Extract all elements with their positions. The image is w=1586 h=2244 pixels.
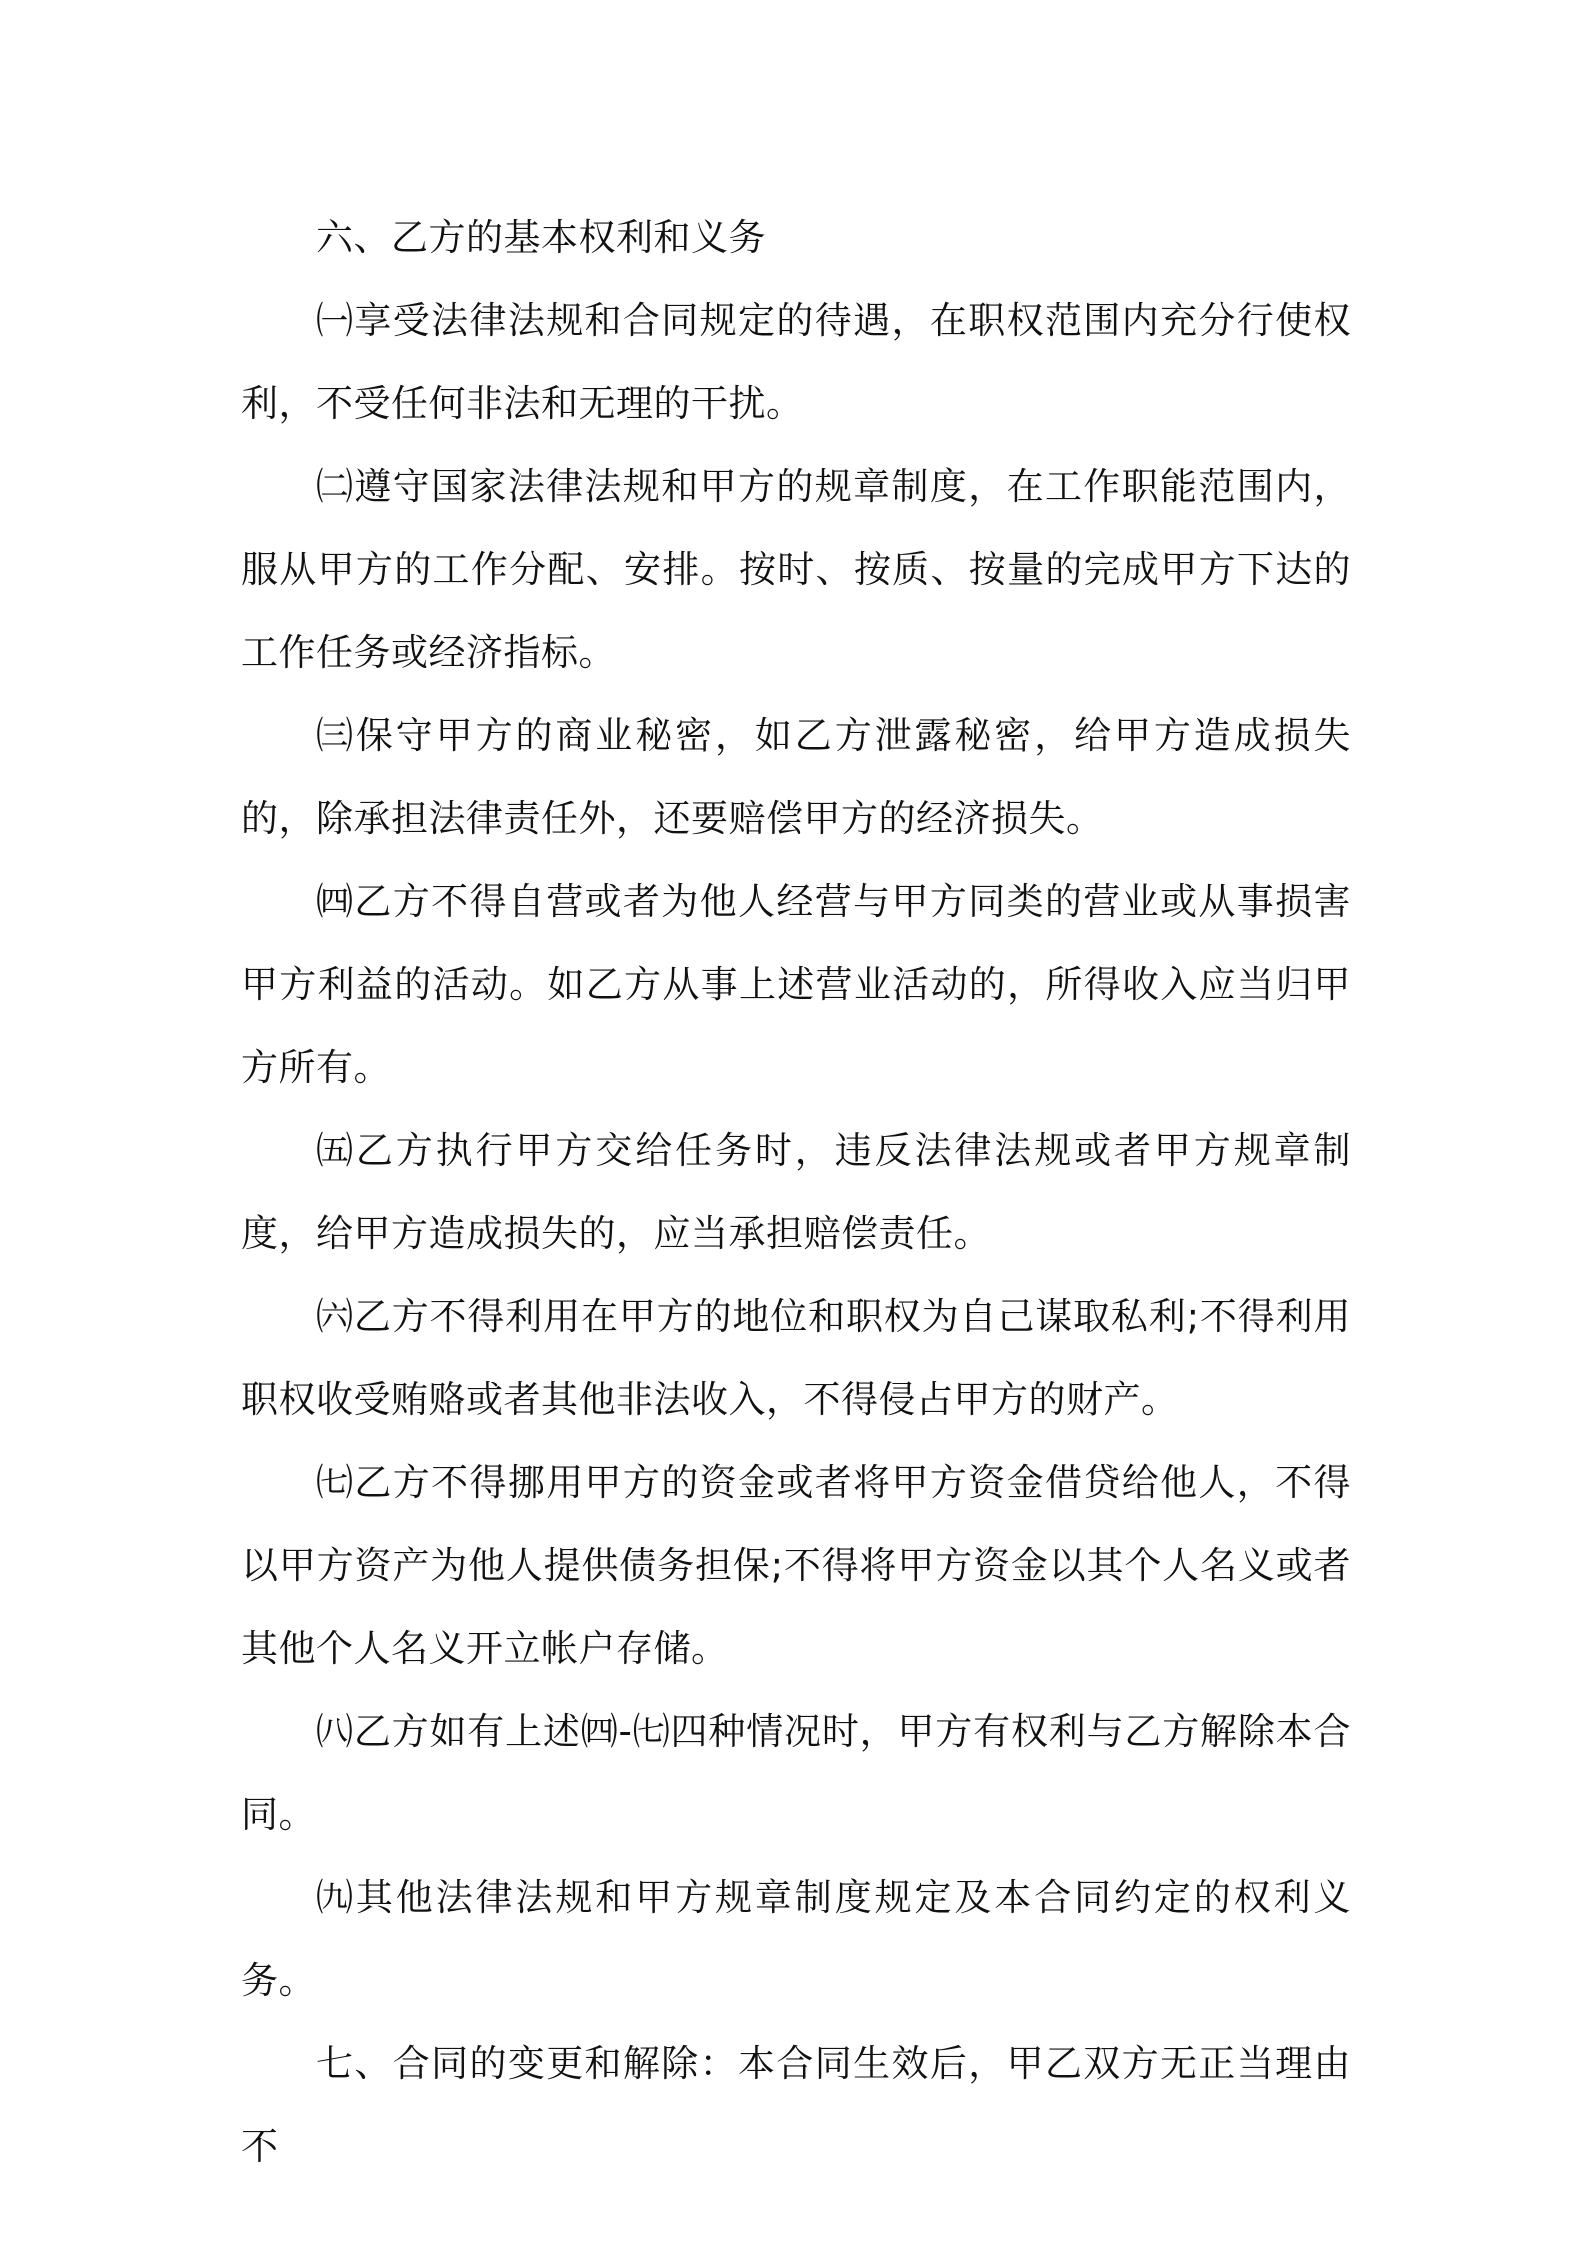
- clause-2: ㈡遵守国家法律法规和甲方的规章制度，在工作职能范围内，服从甲方的工作分配、安排。按时、按质、按量的完成甲方下达的工作任务或经济指标。: [241, 465, 1351, 674]
- section-heading-7: 七、合同的变更和解除：本合同生效后，甲乙双方无正当理由不: [241, 2042, 1351, 2168]
- clause-3: ㈢保守甲方的商业秘密，如乙方泄露秘密，给甲方造成损失的，除承担法律责任外，还要赔偿甲方的经济损失。: [241, 714, 1351, 840]
- section-heading: 六、乙方的基本权利和义务: [316, 216, 766, 259]
- contract-body: [241, 196, 1351, 2188]
- clause-9: ㈨其他法律法规和甲方规章制度规定及本合同约定的权利义务。: [241, 1876, 1351, 2002]
- clause-6: ㈥乙方不得利用在甲方的地位和职权为自己谋取私利;不得利用职权收受贿赂或者其他非法收入，不得侵占甲方的财产。: [241, 1295, 1351, 1421]
- clause-1: ㈠享受法律法规和合同规定的待遇，在职权范围内充分行使权利，不受任何非法和无理的干扰。: [241, 299, 1351, 425]
- clause-4: ㈣乙方不得自营或者为他人经营与甲方同类的营业或从事损害甲方利益的活动。如乙方从事上述营业活动的，所得收入应当归甲方所有。: [241, 880, 1351, 1089]
- clause-7: ㈦乙方不得挪用甲方的资金或者将甲方资金借贷给他人，不得以甲方资产为他人提供债务担保;不得将甲方资金以其个人名义或者其他个人名义开立帐户存储。: [241, 1461, 1351, 1670]
- clause-8: ㈧乙方如有上述㈣-㈦四种情况时，甲方有权利与乙方解除本合同。: [241, 1710, 1351, 1836]
- clause-5: ㈤乙方执行甲方交给任务时，违反法律法规或者甲方规章制度，给甲方造成损失的，应当承担赔偿责任。: [241, 1129, 1351, 1255]
